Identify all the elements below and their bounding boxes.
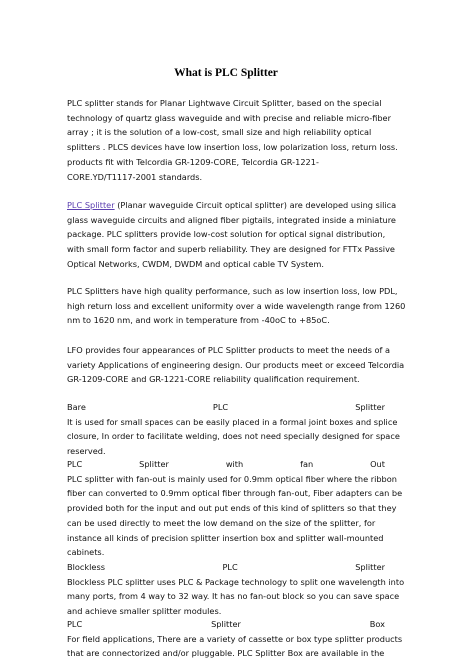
- text-line: Blockless PLC splitter uses PLC & Package technology to split one wavelength into: [67, 576, 405, 587]
- heading-word: Splitter: [355, 562, 385, 572]
- text-line: array ; it is the solution of a low-cost, small size and high reliability optical: [67, 127, 372, 138]
- appearances-paragraph: [67, 343, 405, 387]
- text-line: glass waveguide circuits and aligned fiber pigtails, integrated inside a miniature: [67, 214, 396, 225]
- text-line: LFO provides four appearances of PLC Splitter products to meet the needs of a: [67, 345, 391, 355]
- heading-word: Out: [370, 459, 385, 469]
- text-line: cabinets.: [67, 547, 105, 558]
- heading-word: with: [225, 459, 244, 469]
- text-line: It is used for small spaces can be easily placed in a formal joint boxes and splice: [67, 416, 398, 427]
- text-line: fiber can converted to 0.9mm optical fiber through fan-out, Fiber adapters can be: [67, 488, 403, 499]
- heading-word: PLC: [212, 402, 229, 412]
- text-line: GR-1209-CORE and GR-1221-CORE reliability qualification requirement.: [67, 374, 360, 385]
- text-line: nm to 1620 nm, and work in temperature from -40oC to +85oC.: [67, 315, 330, 326]
- text-line: CORE.YD/T1117-2001 standards.: [67, 171, 203, 182]
- text-line: products fit with Telcordia GR-1209-CORE, Telcordia GR-1221-: [67, 156, 319, 167]
- text-line: instance all kinds of precision splitter insertion box and splitter wall-mounted: [67, 532, 384, 543]
- performance-paragraph: [67, 284, 406, 328]
- heading-word: fan: [300, 459, 314, 469]
- fan-out-splitter-section: [67, 457, 403, 560]
- text-line: and achieve smaller splitter modules.: [67, 606, 222, 617]
- heading-word: Splitter: [211, 619, 241, 629]
- text-line: with small form factor and superb reliability. They are designed for FTTx Passive: [67, 244, 395, 255]
- definition-paragraph: [67, 198, 397, 272]
- text-line: technology of quartz glass waveguide and with precise and reliable micro-fiber: [67, 112, 391, 123]
- blockless-splitter-section: [67, 560, 405, 619]
- plc-splitter-link[interactable]: PLC Splitter: [67, 200, 115, 210]
- text-line: can be used directly to meet the low demand on the size of the splitter, for: [67, 517, 376, 528]
- text-line: PLC splitter with fan-out is mainly used for 0.9mm optical fiber where the ribbon: [67, 473, 397, 484]
- text-line: [67, 198, 397, 213]
- text-line: that are connectorized and/or pluggable. PLC Splitter Box are available in the: [67, 648, 385, 659]
- text-line: provided both for the input and out put ends of this kind of splitters so that they: [67, 503, 397, 514]
- text-line: many ports, from 4 way to 32 way. It has no fan-out block so you can save space: [67, 591, 400, 602]
- section-heading: [67, 400, 385, 415]
- heading-word: Box: [369, 619, 385, 629]
- text-line: Optical Networks, CWDM, DWDM and optical cable TV System.: [67, 258, 324, 269]
- text-fragment: (Planar waveguide Circuit optical splitter) are developed using silica: [114, 200, 397, 210]
- heading-word: Splitter: [355, 402, 385, 412]
- page-title: What is PLC Splitter: [174, 67, 278, 79]
- heading-word: PLC: [67, 459, 83, 469]
- section-heading: [67, 617, 385, 632]
- section-heading: [67, 457, 385, 472]
- heading-word: Blockless: [67, 562, 105, 572]
- heading-word: PLC: [67, 619, 83, 629]
- text-line: For field applications, There are a variety of cassette or box type splitter products: [67, 633, 403, 644]
- splitter-box-section: [67, 617, 403, 661]
- text-line: package. PLC splitters provide low-cost solution for optical signal distribution,: [67, 229, 386, 240]
- bare-plc-splitter-section: [67, 400, 400, 459]
- text-line: high return loss and excellent uniformity over a wide wavelength range from 1260: [67, 300, 406, 311]
- heading-word: Bare: [67, 402, 86, 412]
- text-line: PLC Splitters have high quality performance, such as low insertion loss, low PDL,: [67, 286, 398, 296]
- heading-word: Splitter: [139, 459, 169, 469]
- text-line: splitters . PLCS devices have low insertion loss, low polarization loss, return loss.: [67, 142, 398, 153]
- text-line: PLC splitter stands for Planar Lightwave Circuit Splitter, based on the special: [67, 98, 382, 108]
- heading-word: PLC: [222, 562, 238, 572]
- text-line: variety Applications of engineering design. Our products meet or exceed Telcordia: [67, 359, 405, 370]
- intro-paragraph: [67, 96, 398, 184]
- text-line: closure, In order to facilitate welding, does not need specially designed for space: [67, 431, 400, 442]
- section-heading: [67, 560, 385, 575]
- text-line: reserved.: [67, 446, 106, 457]
